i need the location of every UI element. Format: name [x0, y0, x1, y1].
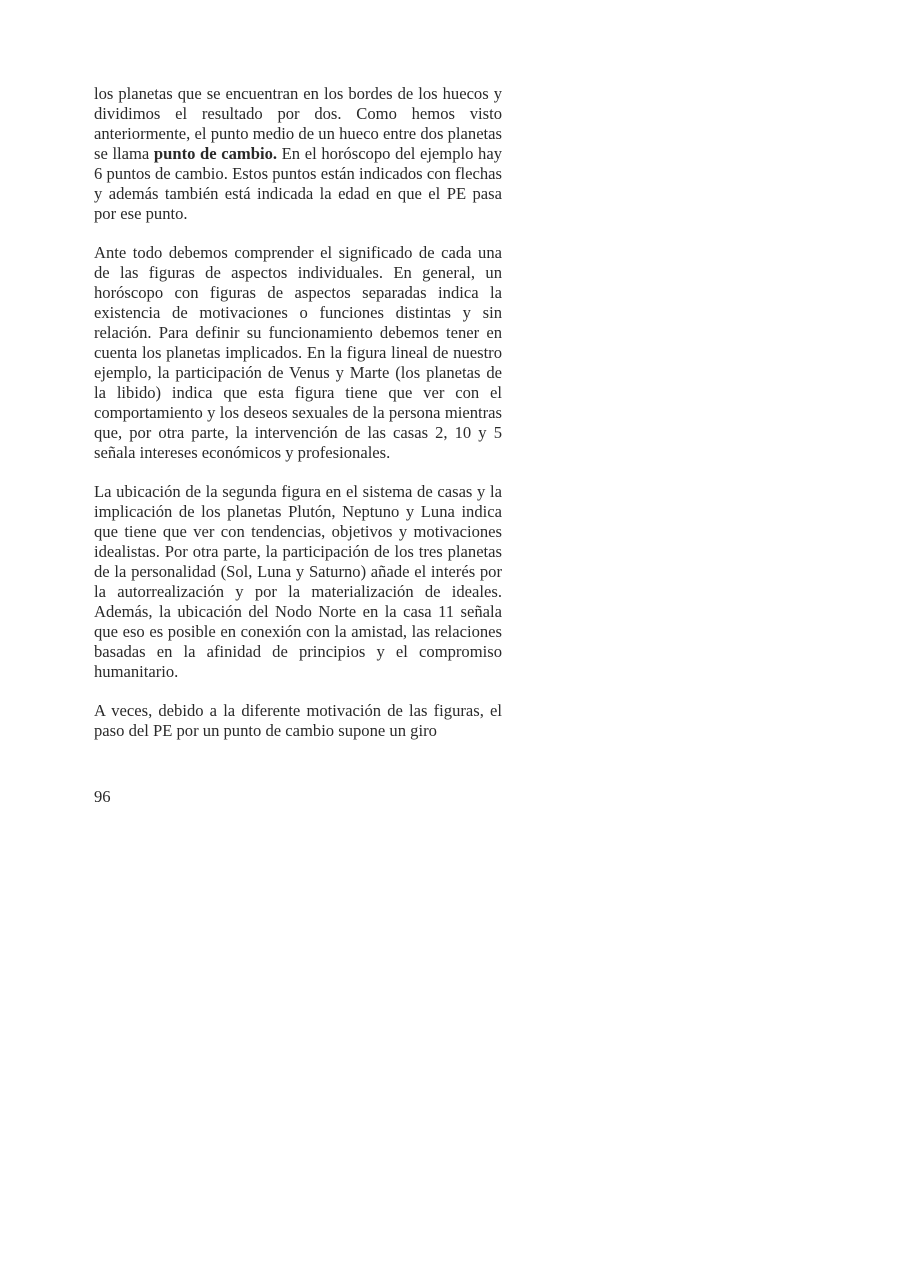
paragraph-1-end: En el horóscopo del ejemplo hay 6 puntos de cambio. Estos puntos están indicados con flechas y además también está indicada la edad en que el PE pasa por ese punto. [94, 144, 502, 223]
paragraph-3: La ubicación de la segunda figura en el sistema de casas y la implicación de los planetas Plutón, Neptuno y Luna indica que tiene que ver con tendencias, objetivos y motivaciones idealistas. Por otra parte, la participación de los tres planetas de la personalidad (Sol, Luna y Saturno) añade el interés por la autorrealización y por la materialización de ideales. Además, la ubicación del Nodo Norte en la casa 11 señala que eso es posible en conexión con la amistad, las relaciones basadas en la afinidad de principios y el compromiso humanitario. [94, 482, 502, 681]
paragraph-2: Ante todo debemos comprender el significado de cada una de las figuras de aspectos individuales. En general, un horóscopo con figuras de aspectos separadas indica la existencia de motivaciones o funciones distintas y sin relación. Para definir su funcionamiento debemos tener en cuenta los planetas implicados. En la figura lineal de nuestro ejemplo, la participación de Venus y Marte (los planetas de la libido) indica que esta figura tiene que ver con el comportamiento y los deseos sexuales de la persona mientras que, por otra parte, la intervención de las casas 2, 10 y 5 señala intereses económicos y profesionales. [94, 243, 502, 462]
paragraph-4: A veces, debido a la diferente motivación de las figuras, el paso del PE por un punto de cambio supone un giro [94, 701, 502, 740]
bold-term-punto-de-cambio: punto de cambio. [153, 144, 278, 163]
paragraph-1-start: los planetas que se encuentran en los bordes de los huecos y dividimos el resultado por dos. Como hemos visto anteriormente, el punto medio de un hueco entre dos planetas se llama [94, 84, 502, 163]
paragraph-1 [94, 84, 502, 224]
page-number: 96 [94, 787, 111, 806]
body-text [94, 84, 502, 741]
